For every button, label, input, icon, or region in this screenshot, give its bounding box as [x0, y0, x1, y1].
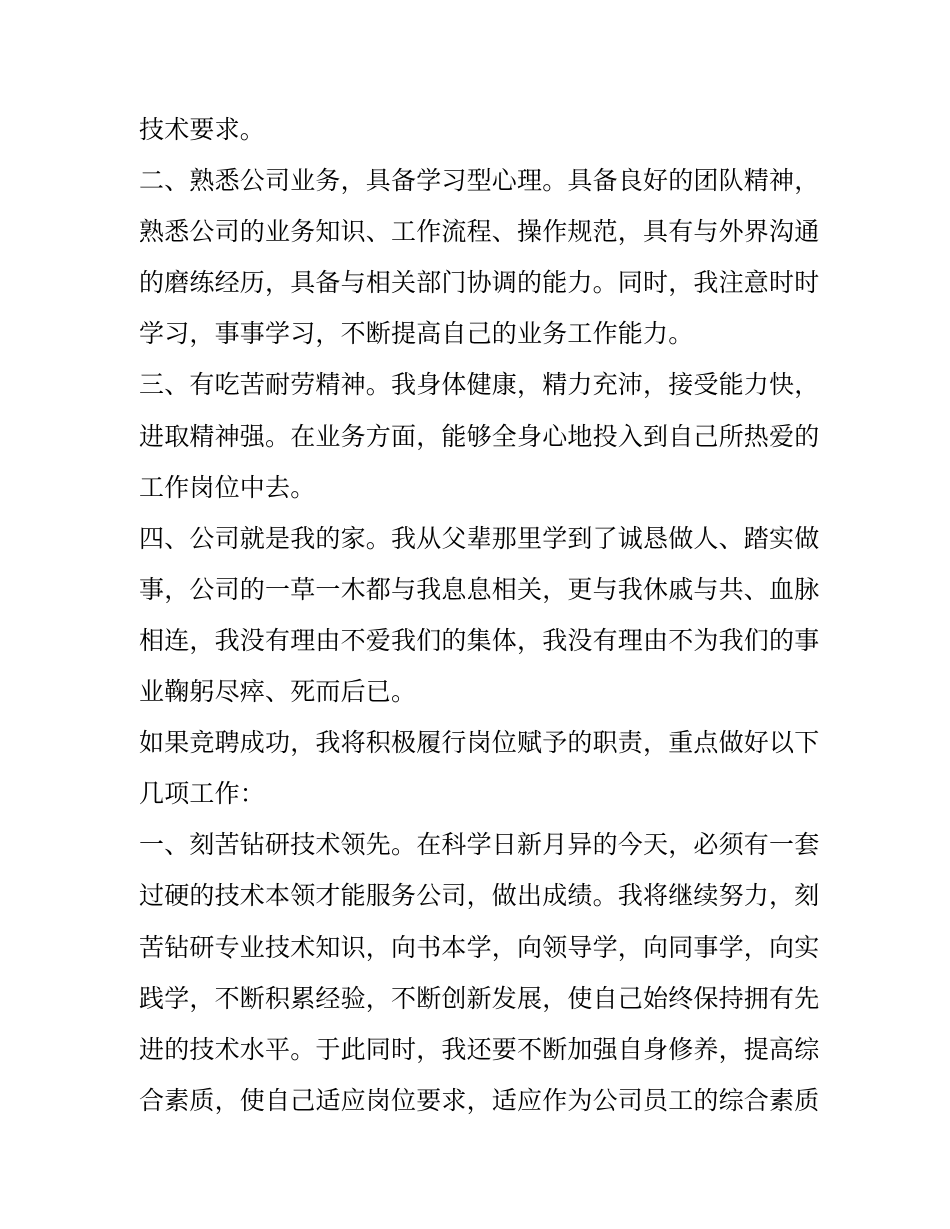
- text-line: 事，公司的一草一木都与我息息相关，更与我休戚与共、血脉: [139, 574, 820, 604]
- text-line: 技术要求。: [139, 115, 266, 144]
- text-line: 学习，事事学习，不断提高自己的业务工作能力。: [139, 319, 694, 349]
- text-line: 践学，不断积累经验，不断创新发展，使自己始终保持拥有先: [139, 983, 820, 1013]
- text-line: 几项工作：: [139, 779, 266, 809]
- text-line: 二、熟悉公司业务，具备学习型心理。具备良好的团队精神，: [139, 166, 820, 196]
- body-text: [139, 110, 819, 1132]
- text-line: 进取精神强。在业务方面，能够全身心地投入到自己所热爱的: [139, 421, 820, 451]
- text-line: 熟悉公司的业务知识、工作流程、操作规范，具有与外界沟通: [139, 217, 820, 247]
- text-line: 进的技术水平。于此同时，我还要不断加强自身修养，提高综: [139, 1034, 820, 1064]
- text-line: 工作岗位中去。: [139, 472, 316, 502]
- text-line: 过硬的技术本领才能服务公司，做出成绩。我将继续努力，刻: [139, 881, 820, 911]
- text-line: 相连，我没有理由不爱我们的集体，我没有理由不为我们的事: [139, 625, 820, 655]
- text-line: 四、公司就是我的家。我从父辈那里学到了诚恳做人、踏实做: [139, 523, 820, 553]
- text-line: 一、刻苦钻研技术领先。在科学日新月异的今天，必须有一套: [139, 830, 820, 860]
- text-line: 三、有吃苦耐劳精神。我身体健康，精力充沛，接受能力快，: [139, 370, 820, 400]
- text-line: 的磨练经历，具备与相关部门协调的能力。同时，我注意时时: [139, 268, 820, 298]
- text-line: 合素质，使自己适应岗位要求，适应作为公司员工的综合素质: [139, 1085, 820, 1115]
- text-line: 如果竞聘成功，我将积极履行岗位赋予的职责，重点做好以下: [139, 728, 820, 758]
- text-line: 苦钻研专业技术知识，向书本学，向领导学，向同事学，向实: [139, 932, 820, 962]
- text-line: 业鞠躬尽瘁、死而后已。: [139, 677, 417, 707]
